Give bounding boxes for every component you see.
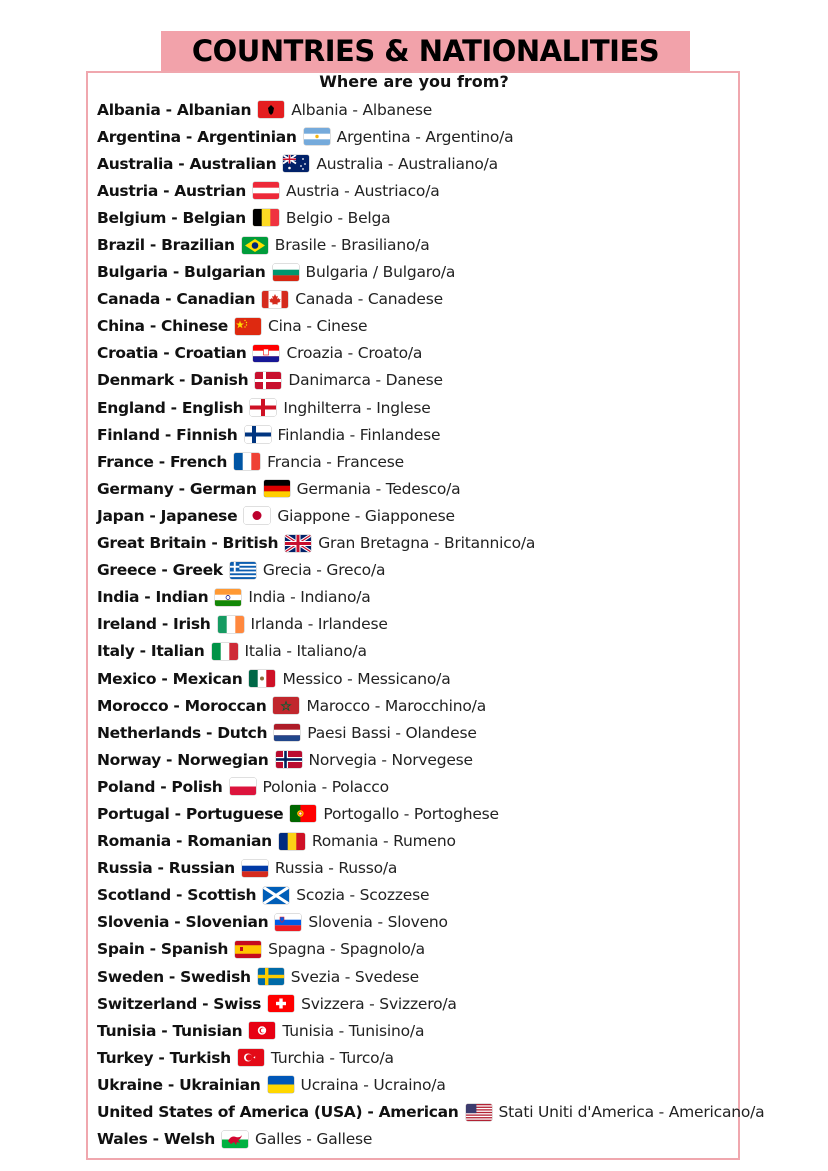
list-item — [97, 1044, 737, 1071]
list-item — [97, 394, 737, 421]
flag-england-icon — [250, 399, 276, 416]
flag-austria-icon — [253, 182, 279, 199]
italian-country-nationality: Stati Uniti d'America - Americano/a — [498, 1103, 765, 1122]
english-country-nationality: Mexico - Mexican — [97, 669, 243, 688]
flag-portugal-icon — [290, 805, 316, 822]
italian-country-nationality: Turchia - Turco/a — [270, 1048, 394, 1067]
italian-country-nationality: Svezia - Svedese — [290, 967, 420, 986]
english-country-nationality: England - English — [97, 398, 244, 417]
english-country-nationality: Great Britain - British — [97, 534, 279, 553]
english-country-nationality: Croatia - Croatian — [97, 344, 247, 363]
english-country-nationality: Finland - Finnish — [97, 425, 238, 444]
list-item — [97, 584, 737, 611]
flag-slovenia-icon — [275, 914, 301, 931]
flag-ireland-icon — [218, 616, 244, 633]
list-item — [97, 719, 737, 746]
english-country-nationality: Wales - Welsh — [97, 1130, 216, 1149]
flag-netherlands-icon — [274, 724, 300, 741]
english-country-nationality: Slovenia - Slovenian — [97, 913, 269, 932]
list-item — [97, 800, 737, 827]
list-item — [97, 448, 737, 475]
list-item — [97, 909, 737, 936]
list-item — [97, 936, 737, 963]
english-country-nationality: Tunisia - Tunisian — [97, 1021, 243, 1040]
flag-bulgaria-icon — [273, 264, 299, 281]
italian-country-nationality: Paesi Bassi - Olandese — [307, 723, 477, 742]
flag-sweden-icon — [258, 968, 284, 985]
list-item — [97, 746, 737, 773]
list-item — [97, 530, 737, 557]
english-country-nationality: Morocco - Moroccan — [97, 696, 267, 715]
flag-ukraine-icon — [268, 1076, 294, 1093]
italian-country-nationality: Grecia - Greco/a — [262, 561, 386, 580]
flag-japan-icon — [244, 507, 270, 524]
flag-norway-icon — [276, 751, 302, 768]
list-item — [97, 313, 737, 340]
italian-country-nationality: Gran Bretagna - Britannico/a — [318, 534, 536, 553]
list-item — [97, 259, 737, 286]
flag-denmark-icon — [255, 372, 281, 389]
english-country-nationality: Australia - Australian — [97, 154, 277, 173]
flag-germany-icon — [264, 480, 290, 497]
italian-country-nationality: Danimarca - Danese — [288, 371, 443, 390]
italian-country-nationality: Portogallo - Portoghese — [323, 804, 499, 823]
flag-india-icon — [215, 589, 241, 606]
italian-country-nationality: Marocco - Marocchino/a — [306, 696, 487, 715]
flag-mexico-icon — [249, 670, 275, 687]
italian-country-nationality: Galles - Gallese — [255, 1130, 373, 1149]
italian-country-nationality: Italia - Italiano/a — [244, 642, 367, 661]
flag-france-icon — [234, 453, 260, 470]
italian-country-nationality: Bulgaria / Bulgaro/a — [305, 263, 456, 282]
title-banner — [161, 31, 690, 71]
english-country-nationality: France - French — [97, 452, 228, 471]
italian-country-nationality: Spagna - Spagnolo/a — [268, 940, 425, 959]
list-item — [97, 367, 737, 394]
italian-country-nationality: Slovenia - Sloveno — [308, 913, 448, 932]
english-country-nationality: Argentina - Argentinian — [97, 127, 297, 146]
flag-switzerland-icon — [268, 995, 294, 1012]
list-item — [97, 150, 737, 177]
english-country-nationality: Spain - Spanish — [97, 940, 229, 959]
list-item — [97, 773, 737, 800]
english-country-nationality: Portugal - Portuguese — [97, 804, 284, 823]
italian-country-nationality: Croazia - Croato/a — [286, 344, 423, 363]
list-item — [97, 421, 737, 448]
english-country-nationality: Japan - Japanese — [97, 506, 238, 525]
english-country-nationality: China - Chinese — [97, 317, 228, 336]
italian-country-nationality: Brasile - Brasiliano/a — [274, 236, 430, 255]
italian-country-nationality: Russia - Russo/a — [274, 859, 398, 878]
english-country-nationality: Canada - Canadian — [97, 290, 256, 309]
italian-country-nationality: Finlandia - Finlandese — [277, 425, 441, 444]
list-item — [97, 665, 737, 692]
list-item — [97, 638, 737, 665]
list-item — [97, 204, 737, 231]
list-item — [97, 1098, 765, 1125]
italian-country-nationality: Austria - Austriaco/a — [286, 181, 440, 200]
english-country-nationality: Bulgaria - Bulgarian — [97, 263, 266, 282]
flag-belgium-icon — [253, 209, 279, 226]
italian-country-nationality: Australia - Australiano/a — [316, 154, 498, 173]
flag-morocco-icon — [273, 697, 299, 714]
italian-country-nationality: Scozia - Scozzese — [296, 886, 430, 905]
list-item — [97, 692, 737, 719]
list-item — [97, 855, 737, 882]
list-item — [97, 286, 737, 313]
list-item — [97, 475, 737, 502]
english-country-nationality: Austria - Austrian — [97, 181, 247, 200]
list-item — [97, 1126, 737, 1153]
italian-country-nationality: Norvegia - Norvegese — [308, 750, 473, 769]
list-item — [97, 1071, 737, 1098]
flag-scotland-icon — [263, 887, 289, 904]
italian-country-nationality: Messico - Messicano/a — [282, 669, 451, 688]
english-country-nationality: Belgium - Belgian — [97, 208, 246, 227]
italian-country-nationality: Ucraina - Ucraino/a — [300, 1075, 446, 1094]
english-country-nationality: Netherlands - Dutch — [97, 723, 268, 742]
flag-wales-icon — [222, 1131, 248, 1148]
english-country-nationality: Russia - Russian — [97, 859, 235, 878]
flag-uk-icon — [285, 535, 311, 552]
flag-turkey-icon — [238, 1049, 264, 1066]
list-item — [97, 502, 737, 529]
flag-usa-icon — [466, 1104, 492, 1121]
flag-croatia-icon — [253, 345, 279, 362]
list-item — [97, 231, 737, 258]
italian-country-nationality: Romania - Rumeno — [311, 832, 456, 851]
italian-country-nationality: Cina - Cinese — [267, 317, 368, 336]
list-item — [97, 828, 737, 855]
flag-brazil-icon — [242, 237, 268, 254]
italian-country-nationality: Germania - Tedesco/a — [296, 479, 461, 498]
list-item — [97, 882, 737, 909]
page-subtitle: Where are you from? — [319, 72, 509, 91]
english-country-nationality: Switzerland - Swiss — [97, 994, 262, 1013]
flag-albania-icon — [258, 101, 284, 118]
list-item — [97, 123, 737, 150]
english-country-nationality: Poland - Polish — [97, 777, 223, 796]
italian-country-nationality: Canada - Canadese — [295, 290, 443, 309]
flag-italy-icon — [212, 643, 238, 660]
flag-russia-icon — [242, 860, 268, 877]
english-country-nationality: Sweden - Swedish — [97, 967, 251, 986]
italian-country-nationality: Svizzera - Svizzero/a — [301, 994, 457, 1013]
flag-argentina-icon — [304, 128, 330, 145]
italian-country-nationality: Polonia - Polacco — [262, 777, 389, 796]
list-item — [97, 557, 737, 584]
list-item — [97, 340, 737, 367]
flag-canada-icon — [262, 291, 288, 308]
english-country-nationality: India - Indian — [97, 588, 209, 607]
english-country-nationality: Ukraine - Ukrainian — [97, 1075, 261, 1094]
italian-country-nationality: Francia - Francese — [267, 452, 404, 471]
english-country-nationality: Greece - Greek — [97, 561, 223, 580]
flag-romania-icon — [279, 833, 305, 850]
english-country-nationality: Norway - Norwegian — [97, 750, 269, 769]
english-country-nationality: Denmark - Danish — [97, 371, 249, 390]
english-country-nationality: Albania - Albanian — [97, 100, 252, 119]
english-country-nationality: Scotland - Scottish — [97, 886, 257, 905]
italian-country-nationality: Tunisia - Tunisino/a — [282, 1021, 425, 1040]
english-country-nationality: Ireland - Irish — [97, 615, 211, 634]
flag-poland-icon — [230, 778, 256, 795]
italian-country-nationality: Belgio - Belga — [285, 208, 391, 227]
list-item — [97, 1017, 737, 1044]
english-country-nationality: Italy - Italian — [97, 642, 205, 661]
flag-tunisia-icon — [249, 1022, 275, 1039]
list-item — [97, 96, 737, 123]
flag-spain-icon — [235, 941, 261, 958]
list-item — [97, 990, 737, 1017]
italian-country-nationality: Irlanda - Irlandese — [250, 615, 388, 634]
english-country-nationality: Romania - Romanian — [97, 832, 272, 851]
italian-country-nationality: Argentina - Argentino/a — [336, 127, 514, 146]
list-item — [97, 963, 737, 990]
list-item — [97, 177, 737, 204]
flag-greece-icon — [230, 562, 256, 579]
italian-country-nationality: India - Indiano/a — [248, 588, 371, 607]
flag-finland-icon — [245, 426, 271, 443]
country-list — [97, 96, 765, 1153]
english-country-nationality: Germany - German — [97, 479, 257, 498]
italian-country-nationality: Giappone - Giapponese — [277, 506, 455, 525]
english-country-nationality: Brazil - Brazilian — [97, 236, 235, 255]
english-country-nationality: United States of America (USA) - American — [97, 1103, 459, 1122]
italian-country-nationality: Inghilterra - Inglese — [283, 398, 431, 417]
flag-china-icon — [235, 318, 261, 335]
flag-australia-icon — [283, 155, 309, 172]
english-country-nationality: Turkey - Turkish — [97, 1048, 231, 1067]
page-title: COUNTRIES & NATIONALITIES — [191, 34, 660, 68]
list-item — [97, 611, 737, 638]
italian-country-nationality: Albania - Albanese — [291, 100, 433, 119]
